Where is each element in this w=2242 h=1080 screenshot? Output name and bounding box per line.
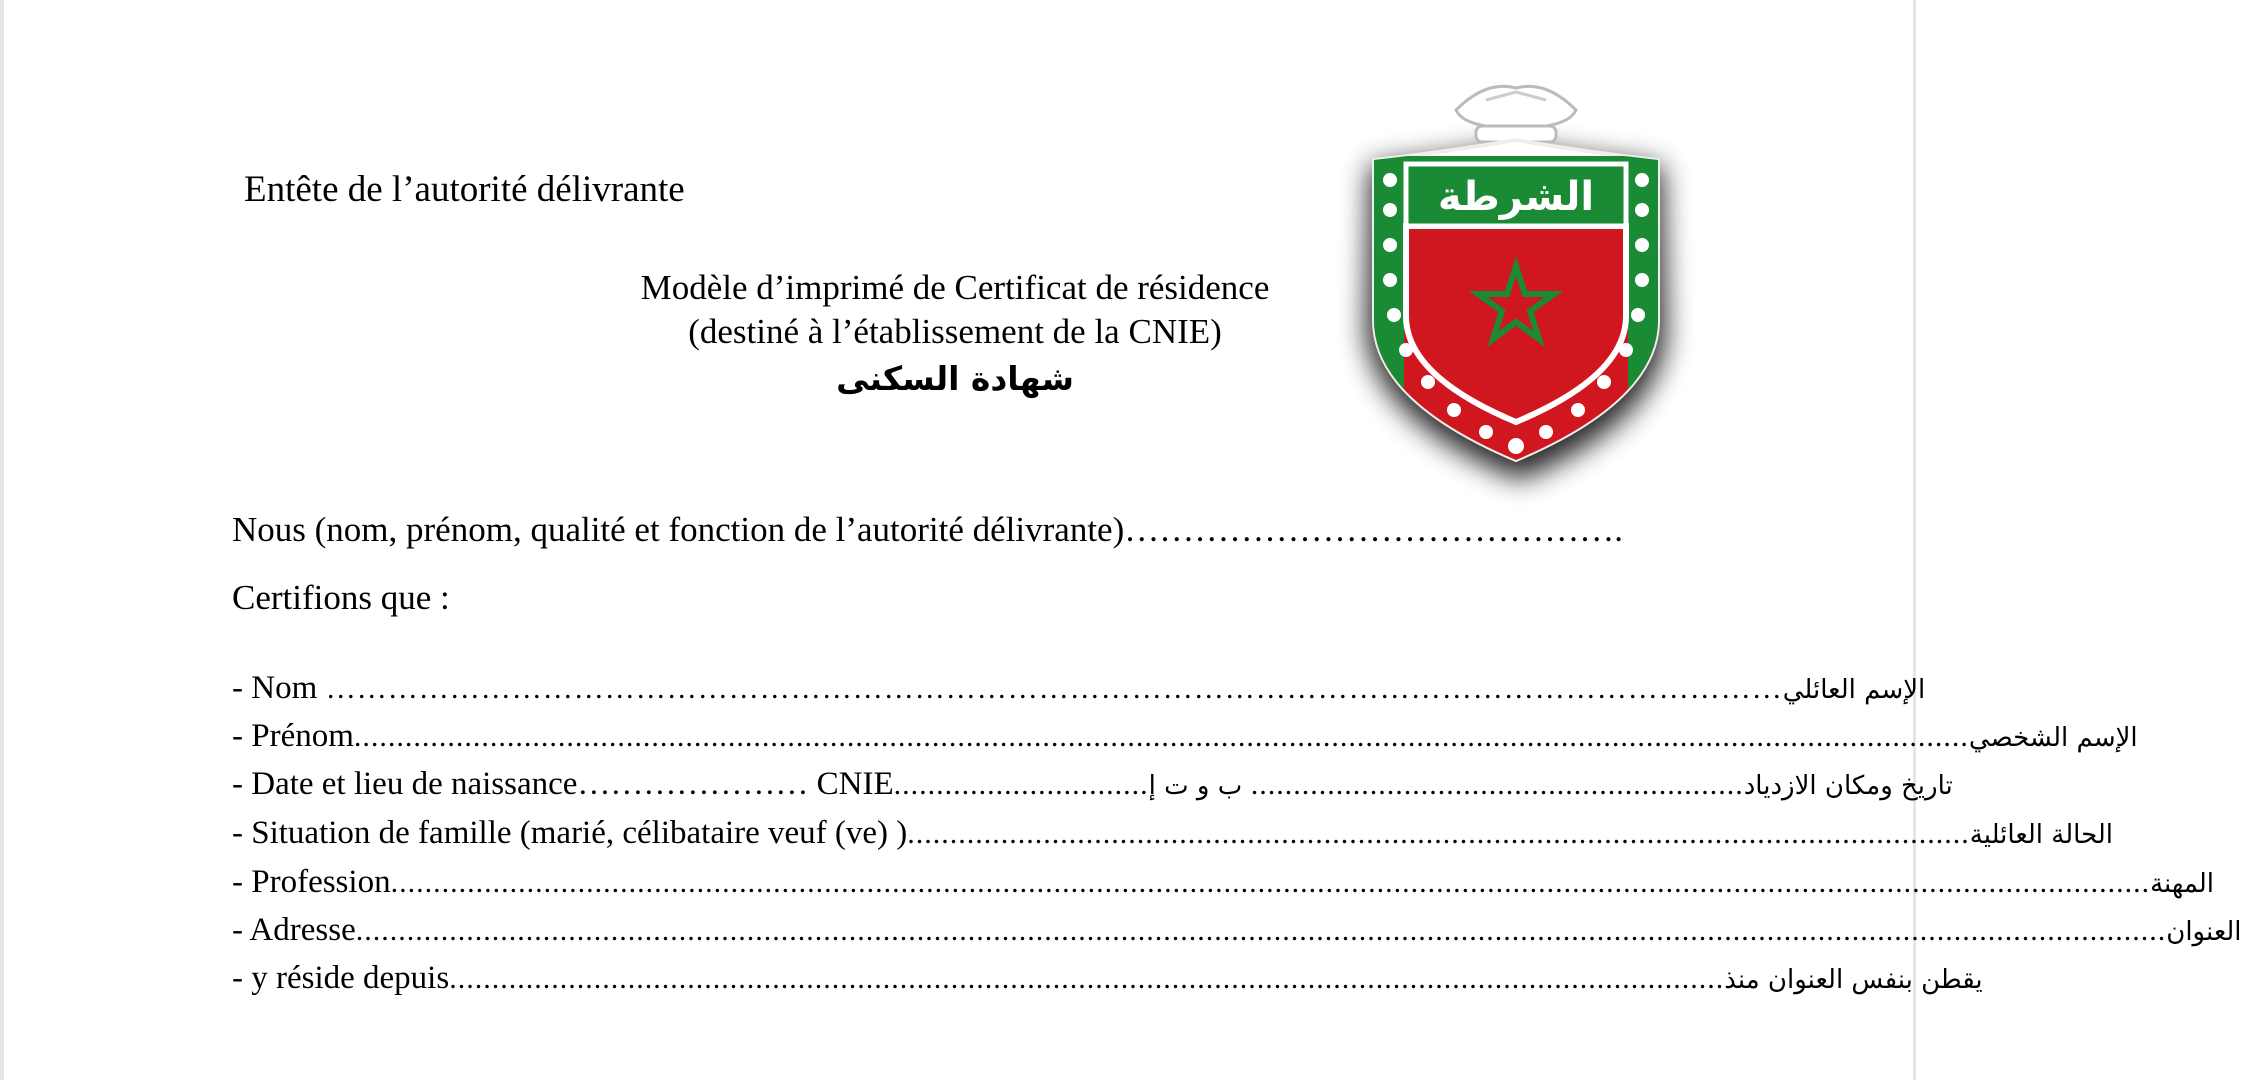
title-line-2: (destiné à l’établissement de la CNIE)	[688, 312, 1222, 351]
fill-dots: .............................................................................................................................	[907, 817, 1970, 850]
field-cnie-ar: ب و ت إ	[1148, 771, 1243, 801]
title-block	[560, 266, 1350, 404]
field-nom	[232, 670, 1926, 714]
fill-dots: ..............................................................................................................................................................................................	[353, 720, 1969, 753]
emblem-text: الشرطة	[1437, 174, 1595, 220]
police-emblem-logo	[1336, 70, 1696, 510]
title-line-1: Modèle d’imprimé de Certificat de résidence	[640, 268, 1270, 307]
field-label-ar: تاريخ ومكان الازدياد	[1743, 771, 1953, 801]
field-cnie: ………………… CNIE	[577, 766, 894, 802]
intro-line: Nous (nom, prénom, qualité et fonction de l’autorité délivrante)…………………………………….	[232, 510, 1623, 549]
field-label-ar: الحالة العائلية	[1969, 820, 2113, 850]
authority-header: Entête de l’autorité délivrante	[244, 169, 685, 210]
field-label-ar: الإسم الشخصي	[1968, 723, 2138, 753]
field-naissance	[232, 766, 1953, 810]
fill-dots: ..............................	[893, 768, 1149, 801]
field-label-fr: - Nom	[232, 670, 318, 706]
field-label-ar: الإسم العائلي	[1782, 675, 1926, 705]
field-adresse	[232, 912, 2242, 956]
title-arabic: شهادة السكنى	[836, 359, 1074, 398]
fill-dots: ......................................................................................................................................................	[449, 962, 1725, 995]
fill-dots: ..........................................................	[1242, 768, 1744, 801]
field-situation	[232, 815, 2113, 859]
certify-line: Certifions que :	[232, 578, 450, 617]
field-label-fr: - y réside depuis	[232, 960, 450, 996]
field-prenom	[232, 718, 2138, 762]
field-label-fr: - Profession	[232, 864, 391, 900]
field-reside-depuis	[232, 960, 1983, 1004]
fill-dots: ……………………………………………………………………………………………………………………………	[317, 672, 1783, 705]
field-label-fr: - Prénom	[232, 718, 354, 754]
field-label-fr: - Adresse	[232, 912, 356, 948]
field-label-fr: - Situation de famille (marié, célibataire veuf (ve) )	[232, 815, 908, 851]
field-label-ar: العنوان	[2166, 917, 2242, 947]
fill-dots: ...............................................................................................................................................................................................................	[390, 866, 2151, 899]
field-label-ar: المهنة	[2150, 869, 2215, 899]
fill-dots: .....................................................................................................................................................................................................................	[355, 914, 2167, 947]
field-label-fr: - Date et lieu de naissance	[232, 766, 578, 802]
field-profession	[232, 864, 2215, 908]
field-label-ar: يقطن بنفس العنوان منذ	[1724, 965, 1983, 995]
